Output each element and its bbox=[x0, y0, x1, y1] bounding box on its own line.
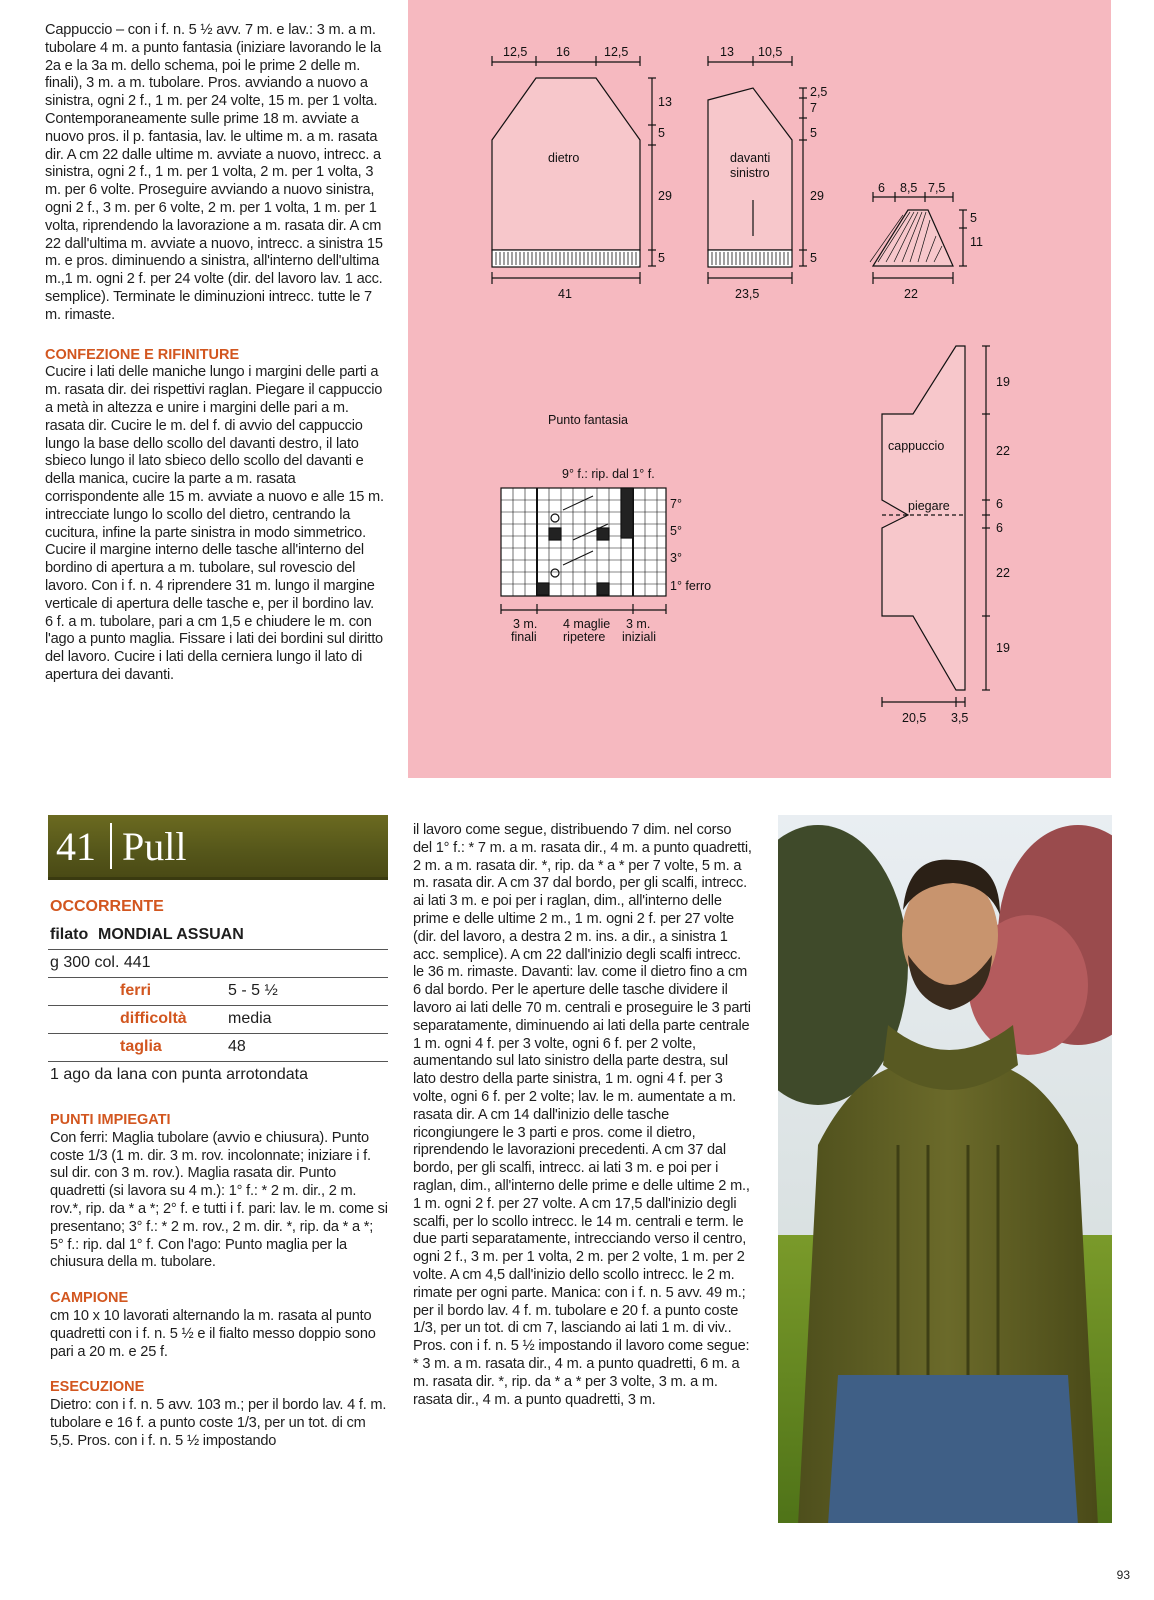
chart-row-5: 5° bbox=[670, 524, 682, 538]
spec-label-needles: ferri bbox=[120, 982, 152, 999]
chart-row-1: 1° ferro bbox=[670, 579, 712, 593]
needle-row bbox=[48, 1062, 388, 1089]
esecuzione-heading: ESECUZIONE bbox=[50, 1379, 145, 1396]
pocket-top-dim-3: 7,5 bbox=[928, 181, 946, 195]
middle-column bbox=[413, 822, 753, 1409]
page-number: 93 bbox=[1116, 1568, 1130, 1582]
front-side-dim-3: 5 bbox=[810, 126, 817, 140]
punti-text: Con ferri: Maglia tubolare (avvio e chiusura). Punto coste 1/3 (1 m. dir. 3 m. rov. incolonnate; iniziare i f. sul dir. con 3 m. rov.). Maglia rasata dir. Punto quadretti (si lavora su 4 m.): 1° f.: * 2 m. dir., 2 m. rov.*, rip. da * a *; 2° f. e tutti i f. pari: lav. le m. come si presentano; 3° f.: * 2 m. rov., 2 m. dir. *, rip. da * a *; 5° f.: rip. dal 1° f. Con l'ago: Punto maglia per la chiusura della m. tubolare. bbox=[50, 1129, 388, 1271]
campione-heading: CAMPIONE bbox=[50, 1290, 129, 1307]
campione-text: cm 10 x 10 lavorati alternando la m. rasata al punto quadretti con i f. n. 5 ½ e il fialto messo doppio sono pari a 20 m. e 25 f. bbox=[50, 1307, 376, 1360]
spec-value-size: 48 bbox=[228, 1038, 246, 1055]
back-top-dim-1: 12,5 bbox=[503, 45, 528, 59]
back-top-dim-3: 12,5 bbox=[604, 45, 629, 59]
front-width: 23,5 bbox=[735, 287, 760, 301]
hood-label: cappuccio bbox=[888, 439, 945, 453]
spec-label-difficulty: difficoltà bbox=[120, 1010, 187, 1027]
occorrente-heading: OCCORRENTE bbox=[50, 898, 164, 915]
confezione-heading: CONFEZIONE E RIFINITURE bbox=[45, 346, 240, 363]
punti-heading: PUNTI IMPIEGATI bbox=[50, 1112, 171, 1128]
chart-title: Punto fantasia bbox=[548, 413, 628, 427]
hood-dim-3: 6 bbox=[996, 497, 1003, 511]
chart-bottom-3a: 3 m. bbox=[626, 617, 651, 631]
hood-bottom-dim-1: 20,5 bbox=[902, 711, 927, 725]
hood-dim-2: 22 bbox=[996, 444, 1010, 458]
stitch-chart-grid bbox=[501, 488, 666, 614]
spec-label-size: taglia bbox=[120, 1038, 162, 1055]
back-label: dietro bbox=[548, 151, 580, 165]
hood-fold-label: piegare bbox=[908, 499, 950, 513]
chart-bottom-3b: iniziali bbox=[622, 630, 657, 644]
esecuzione-text: Dietro: con i f. n. 5 avv. 103 m.; per il bordo lav. 4 f. m. tubolare e 16 f. a punto coste 1/3, per un tot. di cm 5,5. Pros. con i f. n. 5 ½ impostando bbox=[50, 1397, 387, 1449]
yarn-quantity: g 300 col. 441 bbox=[50, 954, 151, 971]
chart-row-7: 7° bbox=[670, 497, 682, 511]
pattern-name: Pull bbox=[122, 824, 187, 869]
front-label-1: davanti bbox=[730, 151, 771, 165]
quantity-row bbox=[48, 950, 388, 978]
materials-table bbox=[48, 922, 388, 1089]
yarn-name: MONDIAL ASSUAN bbox=[98, 926, 244, 943]
front-top-dim-1: 13 bbox=[720, 45, 734, 59]
pocket-piece bbox=[870, 192, 967, 284]
chart-bottom-2a: 4 maglie bbox=[563, 617, 611, 631]
spec-value-needles: 5 - 5 ½ bbox=[228, 982, 278, 999]
occorrente-section bbox=[50, 898, 390, 916]
schematics-svg bbox=[408, 0, 1111, 778]
pattern-title-bar bbox=[48, 815, 388, 880]
back-side-dim-3: 29 bbox=[658, 189, 672, 203]
chart-bottom-2b: ripetere bbox=[563, 630, 606, 644]
back-top-dim-2: 16 bbox=[556, 45, 570, 59]
spec-row-size bbox=[48, 1034, 388, 1062]
yarn-label: filato bbox=[50, 926, 89, 943]
lower-left-column bbox=[50, 1112, 390, 1451]
back-side-dim-1: 13 bbox=[658, 95, 672, 109]
pattern-number: 41 bbox=[56, 824, 96, 869]
yarn-row bbox=[48, 922, 388, 950]
needle-text: 1 ago da lana con punta arrotondata bbox=[50, 1066, 308, 1083]
hood-instructions: Cappuccio – con i f. n. 5 ½ avv. 7 m. e lav.: 3 m. a m. tubolare 4 m. a punto fantasia (iniziare lavorando le la 2a e la 3a m. dello schema, poi le prime 2 delle m. finali), 3 m. a m. tubolare. Pros. avviando a nuovo a sinistra, ogni 2 f., 1 m. per 24 volte, 15 m. per 1 volta. Contemporaneamente sulle prime 18 m. avviate a nuovo pros. il p. fantasia, lav. le ultime m. a m. rasata dir. A cm 22 dalle ultime m. avviate a nuovo, intrecc. a sinistra, ogni 2 f., 1 m. per 1 volta, 2 m. per 1 volta, 3 m. per 6 volte. Proseguire avviando a nuovo sinistra, ogni 2 f., 3 m. per 6 volte, 2 m. per 1 volta, 1 m. per 1 volta, riprendendo la lavorazione a m. rasata dir. A cm 22 dall'ultima m. avviate a nuovo, intrecc. a sinistra 15 m. e pros. diminuendo a sinistra, all'interno dell'ultima m.,1 m. ogni 2 f. per 24 volte (dir. del lavoro lav. 1 acc. semplice). Terminate le diminuzioni intrecc. tutte le 7 m. rimaste. bbox=[45, 22, 383, 323]
hood-bottom-dim-2: 3,5 bbox=[951, 711, 969, 725]
front-side-dim-5: 5 bbox=[810, 251, 817, 265]
back-side-dim-2: 5 bbox=[658, 126, 665, 140]
front-label-2: sinistro bbox=[730, 166, 770, 180]
spec-row-difficulty bbox=[48, 1006, 388, 1034]
instructions-continued: il lavoro come segue, distribuendo 7 dim. nel corso del 1° f.: * 7 m. a m. rasata dir., 4 m. a punto quadretti, 2 m. a m. rasata dir. *, rip. da * a * per 7 volte, 5 m. a m. rasata dir. A cm 37 dal bordo, per gli scalfi, intrecc. ai lati 3 m. e poi per i raglan, dim., all'interno delle prime e delle ultime 2 m., 1 m. ogni 2 f. per 27 volte (dir. del lavoro, a destra 2 m. ins. a dir., a sinistra 1 acc. semplice). A cm 22 dall'inizio degli scalfi intrecc. le 36 m. rimaste. Davanti: lav. come il dietro fino a cm 6 dal bordo. Per le aperture delle tasche dividere il lavoro ai lati delle 70 m. centrali e proseguire le 3 parti separatamente, diminuendo ai lati della parte centrale 1 m. ogni 4 f. per 3 volte, ogni 6 f. per 2 volte, aumentando sul lato sinistro della parte destra, sul lato destro della parte sinistra, 1 m. ogni 4 f. per 3 volte, ogni 6 f. per 2 volte; lav. le m. aumentate a m. rasata dir. A cm 14 dall'inizio delle tasche ricongiungere le 3 parti e pros. come il dietro, riprendendo le lavorazioni precedenti. A cm 37 dal bordo, per gli scalfi, intrecc. ai lati 3 m. e poi per i raglan, dim., all'interno delle prime e delle ultime 2 m., 1 m. ogni 2 f. per 27 volte. A cm 17,5 dall'inizio degli scalfi, per lo scollo intrecc. le 14 m. centrali e term. le due parti separatamente, intrecciando verso il centro, ogni 2 f., 3 m. per 1 volta, 2 m. per 2 volte, 1 m. per 2 volte. A cm 4,5 dall'inizio dello scollo intrecc. le 2 m. rimate per ogni parte. Manica: con i f. n. 5 avv. 49 m.; per il bordo lav. 4 f. m. tubolare e 20 f. a punto coste 1/3, per un tot. di cm 7, lasciando ai lati 1 m. di viv.. Pros. con i f. n. 5 ½ impostando il lavoro come segue: * 3 m. a m. rasata dir., 4 m. a punto quadretti, 6 m. a m. rasata dir. *, rip. da * a * per 3 volte, 3 m. a m. rasata dir., 4 m. a punto quadretti, 3 m. bbox=[413, 822, 752, 1408]
chart-row-3: 3° bbox=[670, 551, 682, 565]
model-photo bbox=[778, 815, 1112, 1523]
back-side-dim-4: 5 bbox=[658, 251, 665, 265]
front-side-dim-4: 29 bbox=[810, 189, 824, 203]
chart-bottom-1b: finali bbox=[511, 630, 537, 644]
pocket-top-dim-2: 8,5 bbox=[900, 181, 918, 195]
hood-dim-1: 19 bbox=[996, 375, 1010, 389]
hood-dim-5: 22 bbox=[996, 566, 1010, 580]
front-side-dim-1: 2,5 bbox=[810, 85, 828, 99]
back-piece bbox=[492, 56, 656, 284]
left-top-column bbox=[45, 22, 385, 685]
front-top-dim-2: 10,5 bbox=[758, 45, 783, 59]
hood-dim-6: 19 bbox=[996, 641, 1010, 655]
pocket-side-dim-2: 11 bbox=[970, 235, 983, 249]
model-photo-illustration bbox=[778, 815, 1112, 1523]
hood-dim-4: 6 bbox=[996, 521, 1003, 535]
back-width: 41 bbox=[558, 287, 572, 301]
pocket-width: 22 bbox=[904, 287, 918, 301]
confezione-text: Cucire i lati delle maniche lungo i margini delle parti a m. rasata dir. dei rispettivi raglan. Piegare il cappuccio a metà in altezza e unire i margini delle pari a m. rasata dir. Cucire le m. del f. di avvio del cappuccio lungo la base dello scollo del davanti destro, il lato sbieco lungo il lato sbieco dello scollo del davanti e della manica, cucire la parte a m. rasata corrispondente alle 15 m. avviate a nuovo e alle 15 m. intrecciate lungo lo scollo del dietro, centrando la cucitura, infine la parte sinistra in modo simmetrico. Cucire il margine interno delle tasche all'interno del bordino di apertura a m. tubolare, sul rovescio del lavoro. Con i f. n. 4 riprendere 31 m. lungo il margine verticale di apertura delle tasche e, per il bordino lav. 6 f. a m. tubolare, pari a cm 1,5 e chiudere le m. con l'ago a punto maglia. Fissare i lati dei bordini sul diritto del lavoro. Cucire i lati della cerniera lungo il lato di apertura dei davanti. bbox=[45, 364, 384, 683]
chart-repeat-note: 9° f.: rip. dal 1° f. bbox=[562, 467, 655, 481]
spec-row-needles bbox=[48, 978, 388, 1006]
title-divider bbox=[110, 823, 112, 869]
pocket-side-dim-1: 5 bbox=[970, 211, 977, 225]
diagram-panel bbox=[408, 0, 1111, 778]
chart-bottom-1a: 3 m. bbox=[513, 617, 538, 631]
front-side-dim-2: 7 bbox=[810, 101, 817, 115]
hood-piece bbox=[882, 346, 990, 707]
pocket-top-dim-1: 6 bbox=[878, 181, 885, 195]
spec-value-difficulty: media bbox=[228, 1010, 272, 1027]
